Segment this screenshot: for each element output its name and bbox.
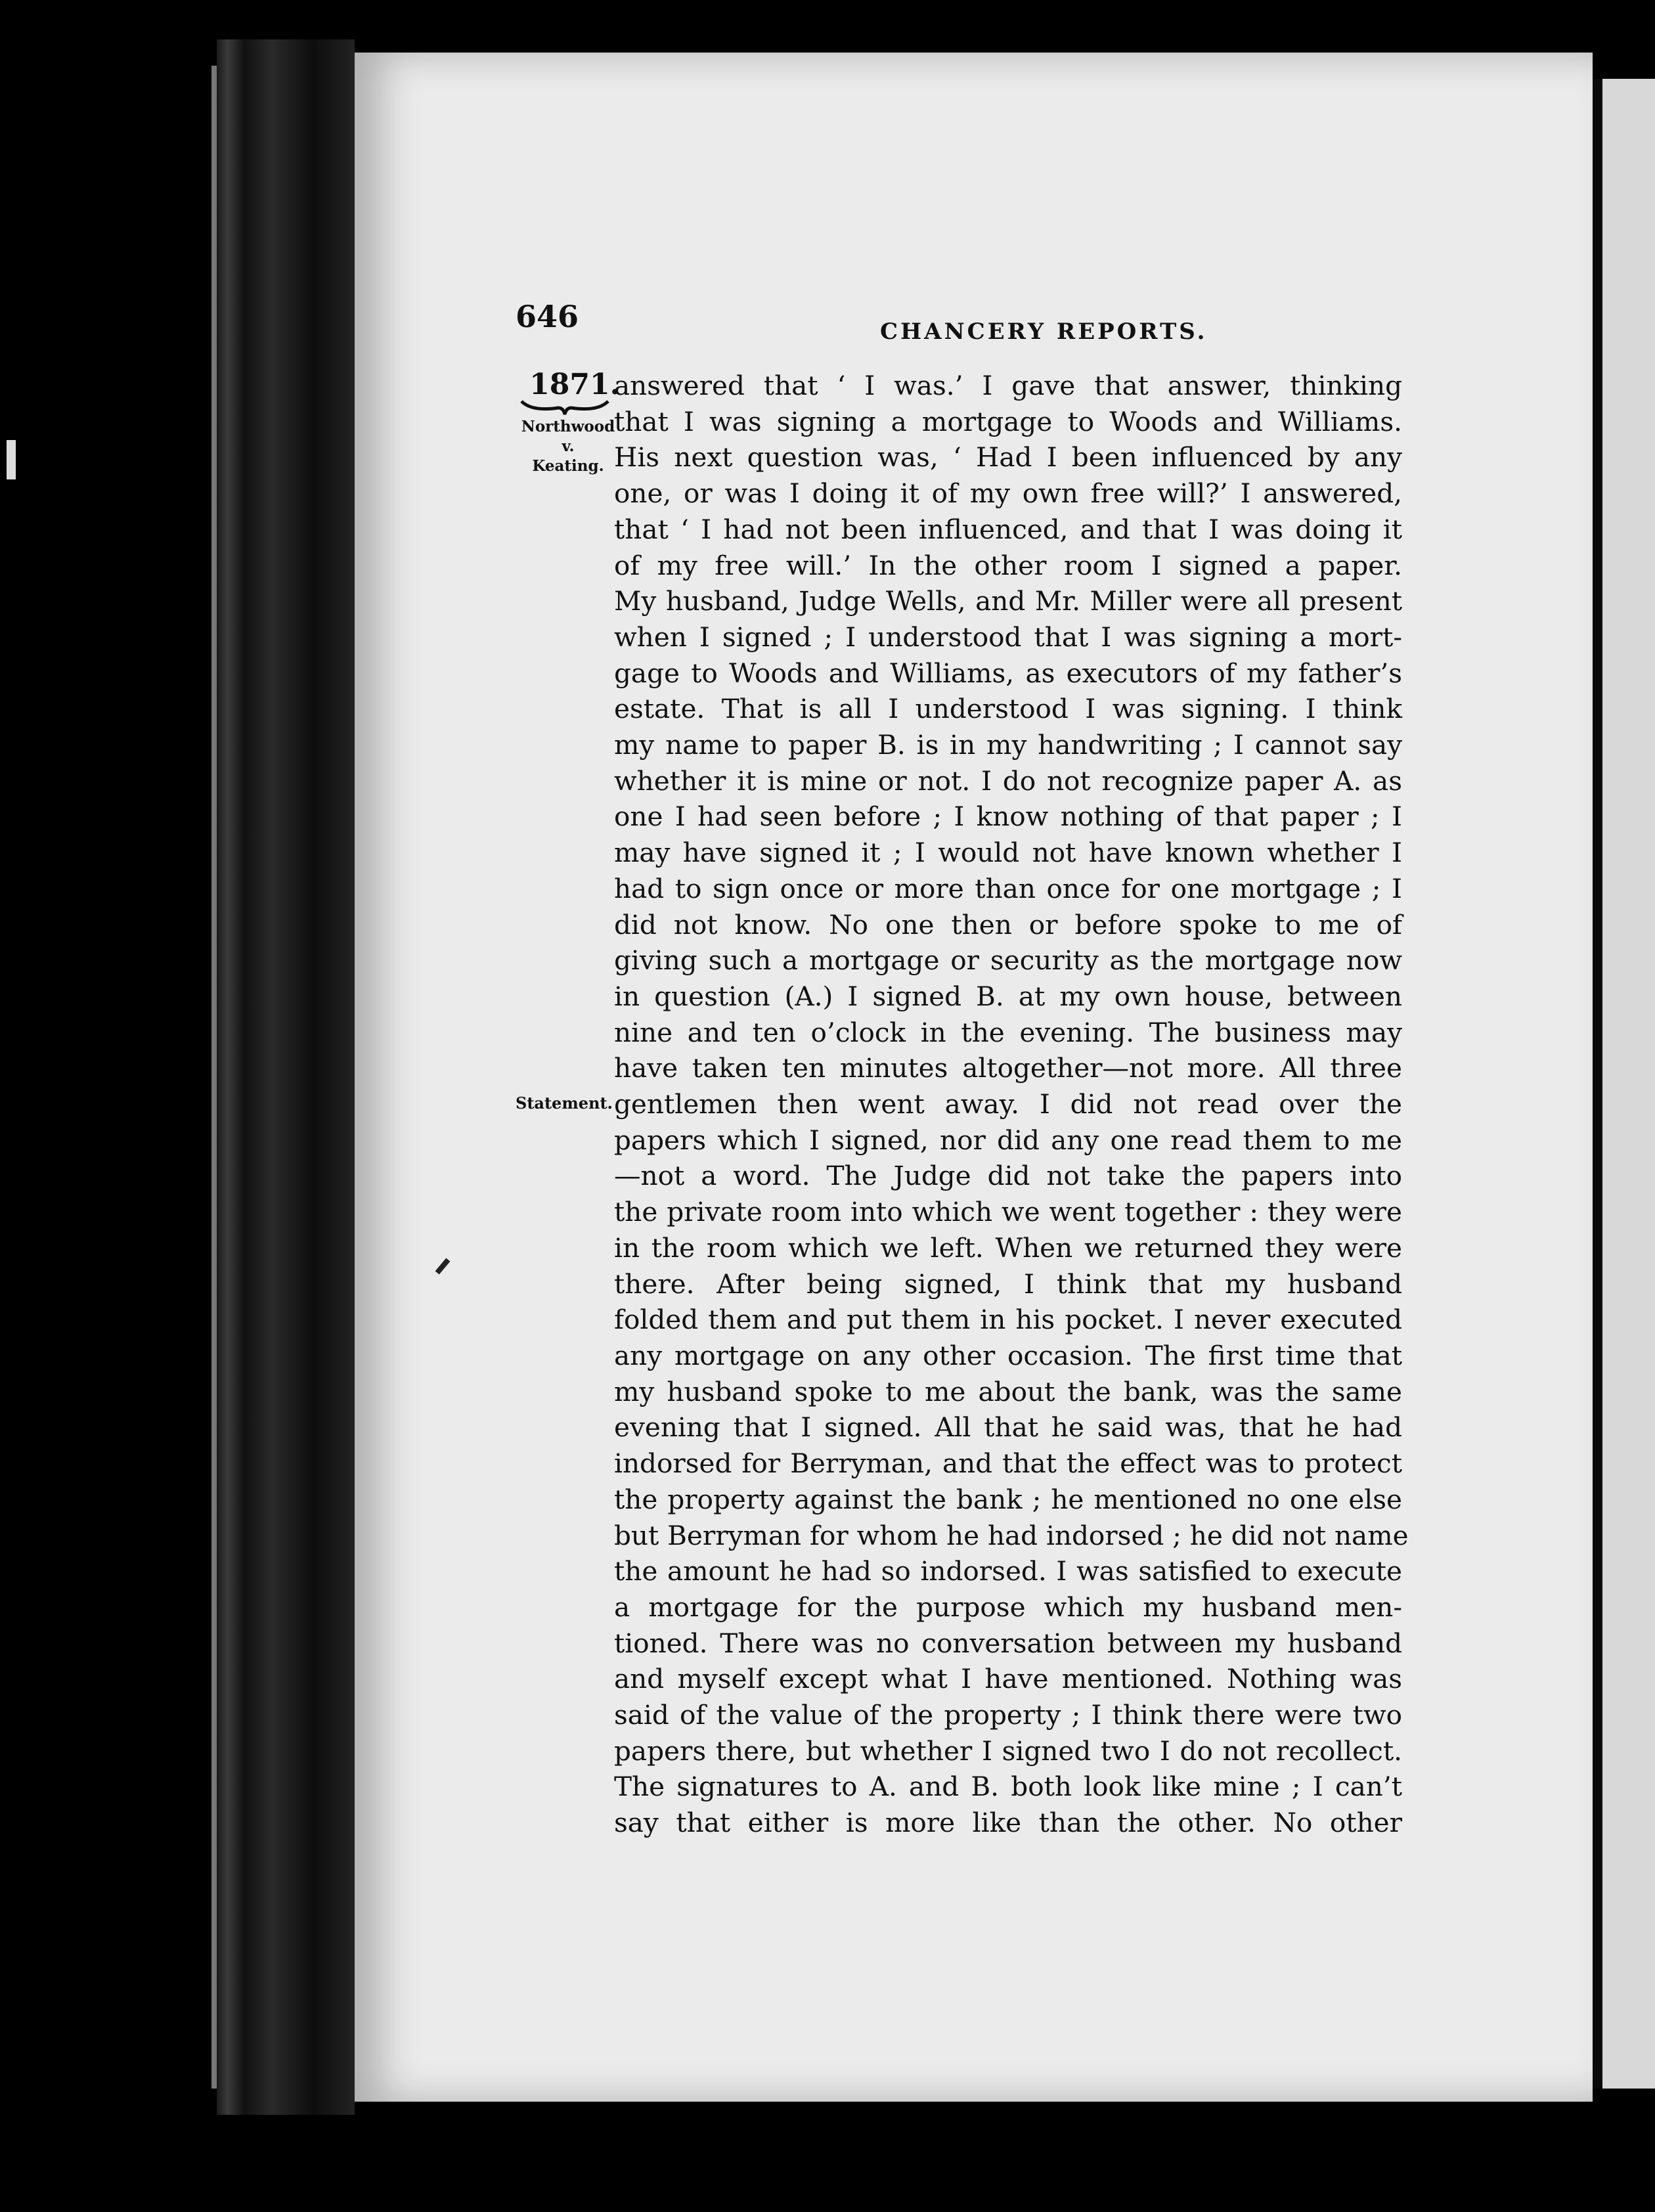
case-name-line1: Northwood	[521, 418, 615, 435]
body-text	[614, 368, 1409, 1841]
body-line: estate. That is all I understood I was signing. I think	[614, 693, 1402, 725]
body-line: when I signed ; I understood that I was signing a mort-	[614, 621, 1402, 653]
body-line: answered that ‘ I was.’ I gave that answer, thinking	[614, 370, 1402, 401]
body-line: folded them and put them in his pocket. I never executed	[614, 1304, 1402, 1336]
body-line: my husband spoke to me about the bank, was the same	[614, 1375, 1402, 1407]
body-line: my name to paper B. is in my handwriting ; I cannot say	[614, 729, 1402, 761]
body-line: had to sign once or more than once for one mortgage ; I	[614, 872, 1402, 904]
body-line: have taken ten minutes altogether—not more. All three	[614, 1052, 1402, 1084]
body-line: giving such a mortgage or security as the mortgage now	[614, 944, 1402, 977]
body-line: may have signed it ; I would not have known whether I	[614, 837, 1402, 869]
scan-artifact	[7, 440, 16, 479]
body-line: one, or was I doing it of my own free will?’ I answered,	[614, 477, 1402, 510]
book-edge	[211, 66, 217, 2089]
body-line: gentlemen then went away. I did not read over the	[614, 1088, 1402, 1120]
body-line: His next question was, ‘ Had I been influenced by any	[614, 441, 1402, 474]
facing-page-edge	[1602, 79, 1655, 2089]
running-head: CHANCERY REPORTS.	[880, 319, 1208, 345]
body-line: indorsed for Berryman, and that the effect was to protect	[614, 1448, 1402, 1480]
body-line: the private room into which we went together : they were	[614, 1196, 1402, 1228]
body-line: in the room which we left. When we returned they were	[614, 1231, 1402, 1264]
body-line: the property against the bank ; he mentioned no one else	[614, 1483, 1402, 1515]
page-header	[516, 299, 1389, 345]
body-line: but Berryman for whom he had indorsed ; he did not name	[614, 1519, 1409, 1551]
case-name-line3: Keating.	[532, 457, 604, 475]
body-line: papers there, but whether I signed two I do not recollect.	[614, 1735, 1402, 1767]
case-year: 1871.	[529, 368, 620, 401]
body-line: nine and ten o’clock in the evening. The business may	[614, 1016, 1402, 1048]
body-line: The signatures to A. and B. both look like mine ; I can’t	[614, 1771, 1402, 1803]
body-line: the amount he had so indorsed. I was satisfied to execute	[614, 1555, 1402, 1587]
body-line: in question (A.) I signed B. at my own house, between	[614, 980, 1402, 1012]
body-line: said of the value of the property ; I think there were two	[614, 1699, 1402, 1731]
body-line: tioned. There was no conversation between my husband	[614, 1627, 1402, 1659]
case-name-line2: v.	[562, 437, 575, 455]
book-spine	[217, 39, 355, 2115]
body-line: that I was signing a mortgage to Woods and Williams.	[614, 405, 1402, 437]
body-line: evening that I signed. All that he said was, that he had	[614, 1411, 1402, 1444]
body-line: say that either is more like than the other. No other	[614, 1807, 1402, 1839]
body-line: gage to Woods and Williams, as executors of my father’s	[614, 657, 1402, 689]
body-line: of my free will.’ In the other room I signed a paper.	[614, 549, 1402, 581]
body-line: My husband, Judge Wells, and Mr. Miller were all present	[614, 585, 1402, 617]
body-line: any mortgage on any other occasion. The first time that	[614, 1339, 1402, 1371]
body-line: whether it is mine or not. I do not recognize paper A. as	[614, 764, 1402, 797]
body-line: —not a word. The Judge did not take the papers into	[614, 1160, 1402, 1192]
body-line: papers which I signed, nor did any one read them to me	[614, 1124, 1402, 1156]
body-line: one I had seen before ; I know nothing of that paper ; I	[614, 801, 1402, 833]
case-margin-note	[509, 368, 627, 476]
body-line: did not know. No one then or before spoke to me of	[614, 908, 1402, 940]
side-note-statement: Statement.	[516, 1094, 613, 1113]
body-line: and myself except what I have mentioned. Nothing was	[614, 1663, 1402, 1695]
page-number: 646	[516, 299, 579, 334]
body-line: that ‘ I had not been influenced, and that I was doing it	[614, 513, 1402, 545]
body-line: a mortgage for the purpose which my husband men-	[614, 1591, 1402, 1623]
body-line: there. After being signed, I think that my husband	[614, 1268, 1402, 1300]
